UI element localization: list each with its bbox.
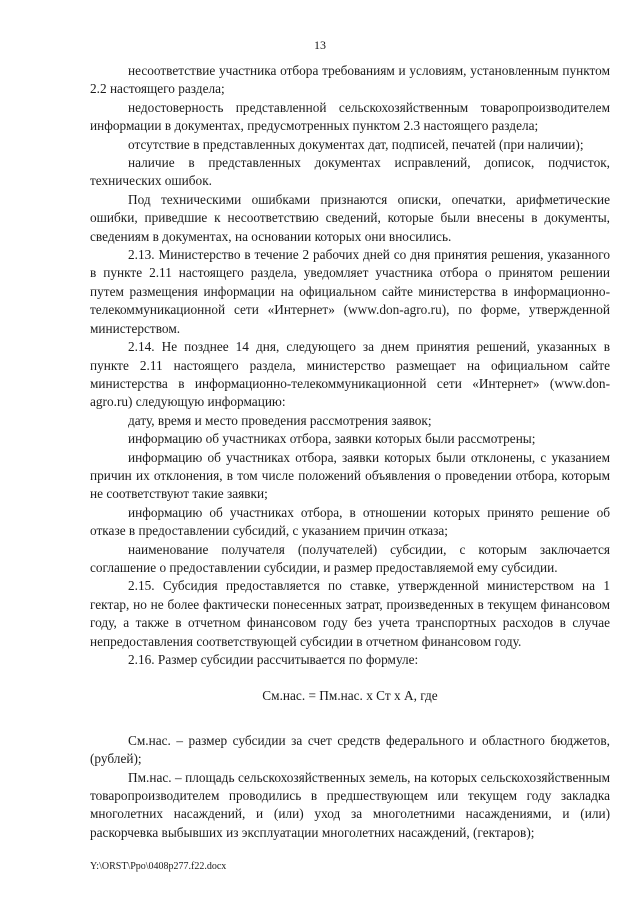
definition-paragraph: См.нас. – размер субсидии за счет средств федерального и областного бюджетов, (рублей); <box>90 732 610 767</box>
paragraph: отсутствие в представленных документах дат, подписей, печатей (при наличии); <box>128 136 584 152</box>
paragraph: Под техническими ошибками признаются описки, опечатки, арифметические ошибки, приведшие к несоответствию сведений, которые были внесены в документы, сведениям в документах, на основании которых они вносились. <box>90 191 610 244</box>
paragraph: наименование получателя (получателей) субсидии, с которым заключается соглашение о предоставлении субсидии, и размер предоставляемой ему субсидии. <box>90 541 610 575</box>
paragraph: несоответствие участника отбора требованиям и условиям, установленным пунктом 2.2 настоящего раздела; <box>90 63 610 97</box>
paragraph: наличие в представленных документах исправлений, дописок, подчисток, технических ошибок. <box>90 155 610 189</box>
file-path-footer: Y:\ORST\Ppo\0408p277.f22.docx <box>90 861 227 872</box>
paragraph: информацию об участниках отбора, в отношении которых принято решение об отказе в предоставлении субсидий, с указанием причин отказа; <box>90 504 610 539</box>
paragraph: 2.14. Не позднее 14 дня, следующего за днем принятия решений, указанных в пункте 2.11 настоящего раздела, министерство размещает на официальном сайте министерства в информационно-телекоммуникационной сети «Интернет» (www.don-agro.ru) следующую информацию: <box>90 339 610 410</box>
page-number: 13 <box>314 38 326 52</box>
paragraph: 2.15. Субсидия предоставляется по ставке, утвержденной министерством на 1 гектар, но не более фактически понесенных затрат, произведенных в текущем финансовом году, а также в отчетном финансовом году без учета транспортных расходов в случае непредоставления соответствующей субсидии в отчетном финансовом году. <box>90 578 610 649</box>
paragraph: информацию об участниках отбора, заявки которых были отклонены, с указанием причин их отклонения, в том числе положений объявления о проведении отбора, которым не соответствуют такие заявки; <box>90 449 610 502</box>
definition-paragraph: Пм.нас. – площадь сельскохозяйственных земель, на которых сельскохозяйственным товаропроизводителем проводились в предшествующем или текущем году закладка многолетних насаждений, и (или) уход за многолетними насаждениями, и (или) раскорчевка выбывших из эксплуатации многолетних насаждений, (гектаров); <box>90 769 610 840</box>
paragraph: недостоверность представленной сельскохозяйственным товаропроизводителем информации в документах, предусмотренных пунктом 2.3 настоящего раздела; <box>90 99 610 134</box>
paragraph: 2.13. Министерство в течение 2 рабочих дней со дня принятия решения, указанного в пункте 2.11 настоящего раздела, уведомляет участника отбора о принятом решении путем размещения информации на официальном сайте министерства в информационно-телекоммуникационной сети «Интернет» (www.don-agro.ru), по форме, утвержденной министерством. <box>90 247 610 336</box>
document-body <box>90 62 610 842</box>
subsidy-formula: См.нас. = Пм.нас. x Ст x А, где <box>262 688 438 704</box>
paragraph: информацию об участниках отбора, заявки которых были рассмотрены; <box>128 431 536 447</box>
paragraph: дату, время и место проведения рассмотрения заявок; <box>128 412 432 428</box>
paragraph: 2.16. Размер субсидии рассчитывается по формуле: <box>128 652 419 667</box>
